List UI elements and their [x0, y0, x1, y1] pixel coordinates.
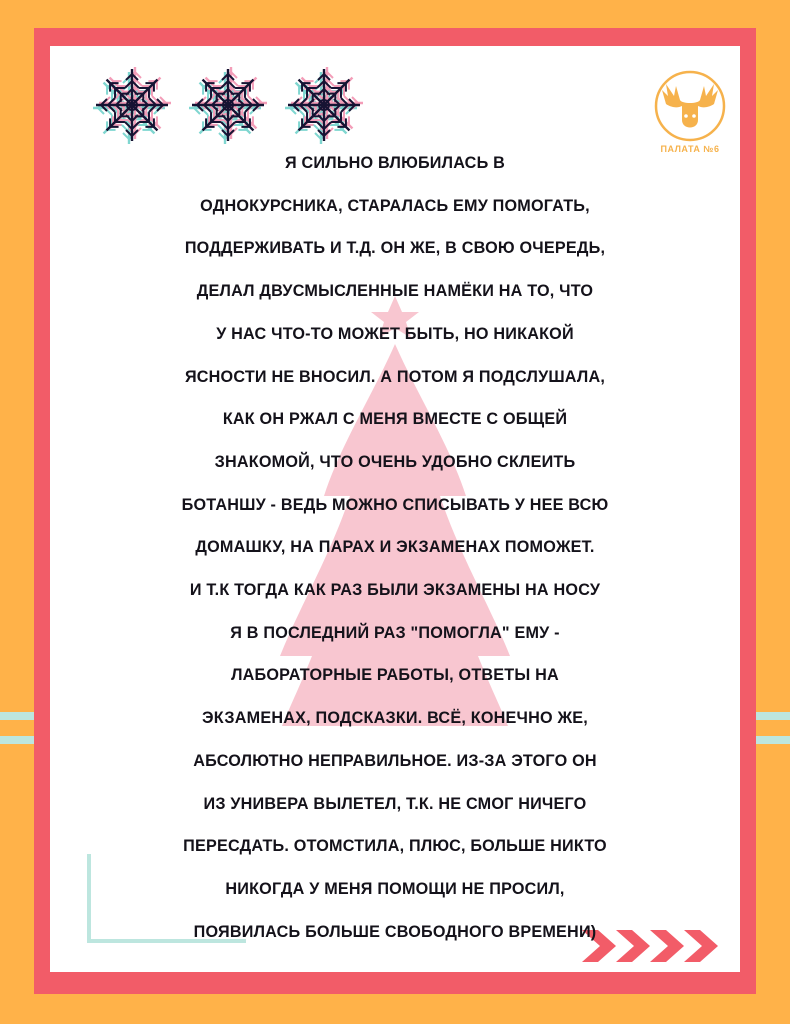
content-card	[50, 46, 740, 972]
story-line: ЯСНОСТИ НЕ ВНОСИЛ. А ПОТОМ Я ПОДСЛУШАЛА,	[184, 367, 606, 386]
story-line: ЭКЗАМЕНАХ, ПОДСКАЗКИ. ВСЁ, КОНЕЧНО ЖЕ,	[202, 709, 588, 728]
snowflake-icon	[189, 67, 267, 144]
snowflake-icon	[93, 67, 171, 144]
story-line: АБСОЛЮТНО НЕПРАВИЛЬНОЕ. ИЗ-ЗА ЭТОГО ОН	[193, 751, 597, 770]
logo-caption: ПАЛАТА №6	[660, 144, 720, 154]
story-line: ЗНАКОМОЙ, ЧТО ОЧЕНЬ УДОБНО СКЛЕИТЬ	[214, 452, 576, 471]
story-line: БОТАНШУ - ВЕДЬ МОЖНО СПИСЫВАТЬ У НЕЕ ВСЮ	[181, 495, 609, 514]
story-line: ПЕРЕСДАТЬ. ОТОМСТИЛА, ПЛЮС, БОЛЬШЕ НИКТО	[183, 837, 607, 856]
story-line: Я СИЛЬНО ВЛЮБИЛАСЬ В	[285, 154, 505, 172]
story-line: У НАС ЧТО-ТО МОЖЕТ БЫТЬ, НО НИКАКОЙ	[216, 324, 574, 343]
story-line: ЛАБОРАТОРНЫЕ РАБОТЫ, ОТВЕТЫ НА	[231, 666, 559, 685]
story-line: ОДНОКУРСНИКА, СТАРАЛАСЬ ЕМУ ПОМОГАТЬ,	[200, 196, 590, 215]
story-line: ДОМАШКУ, НА ПАРАХ И ЭКЗАМЕНАХ ПОМОЖЕТ.	[195, 538, 595, 557]
story-text	[68, 142, 722, 953]
story-line: И Т.К ТОГДА КАК РАЗ БЫЛИ ЭКЗАМЕНЫ НА НОСУ	[189, 581, 601, 600]
story-line: ПОЯВИЛАСЬ БОЛЬШЕ СВОБОДНОГО ВРЕМЕНИ)	[193, 922, 597, 941]
moose-head-icon	[644, 68, 736, 146]
story-line: ИЗ УНИВЕРА ВЫЛЕТЕЛ, Т.К. НЕ СМОГ НИЧЕГО	[203, 794, 587, 813]
story-line: ПОДДЕРЖИВАТЬ И Т.Д. ОН ЖЕ, В СВОЮ ОЧЕРЕДЬ,	[184, 239, 606, 258]
story-line: КАК ОН РЖАЛ С МЕНЯ ВМЕСТЕ С ОБЩЕЙ	[222, 410, 568, 429]
story-line: Я В ПОСЛЕДНИЙ РАЗ "ПОМОГЛА" ЕМУ -	[230, 623, 560, 642]
story-line: НИКОГДА У МЕНЯ ПОМОЩИ НЕ ПРОСИЛ,	[225, 879, 565, 898]
story-line: ДЕЛАЛ ДВУСМЫСЛЕННЫЕ НАМЁКИ НА ТО, ЧТО	[196, 282, 594, 301]
snowflake-icon	[285, 67, 363, 144]
snowflakes-row	[80, 64, 380, 146]
